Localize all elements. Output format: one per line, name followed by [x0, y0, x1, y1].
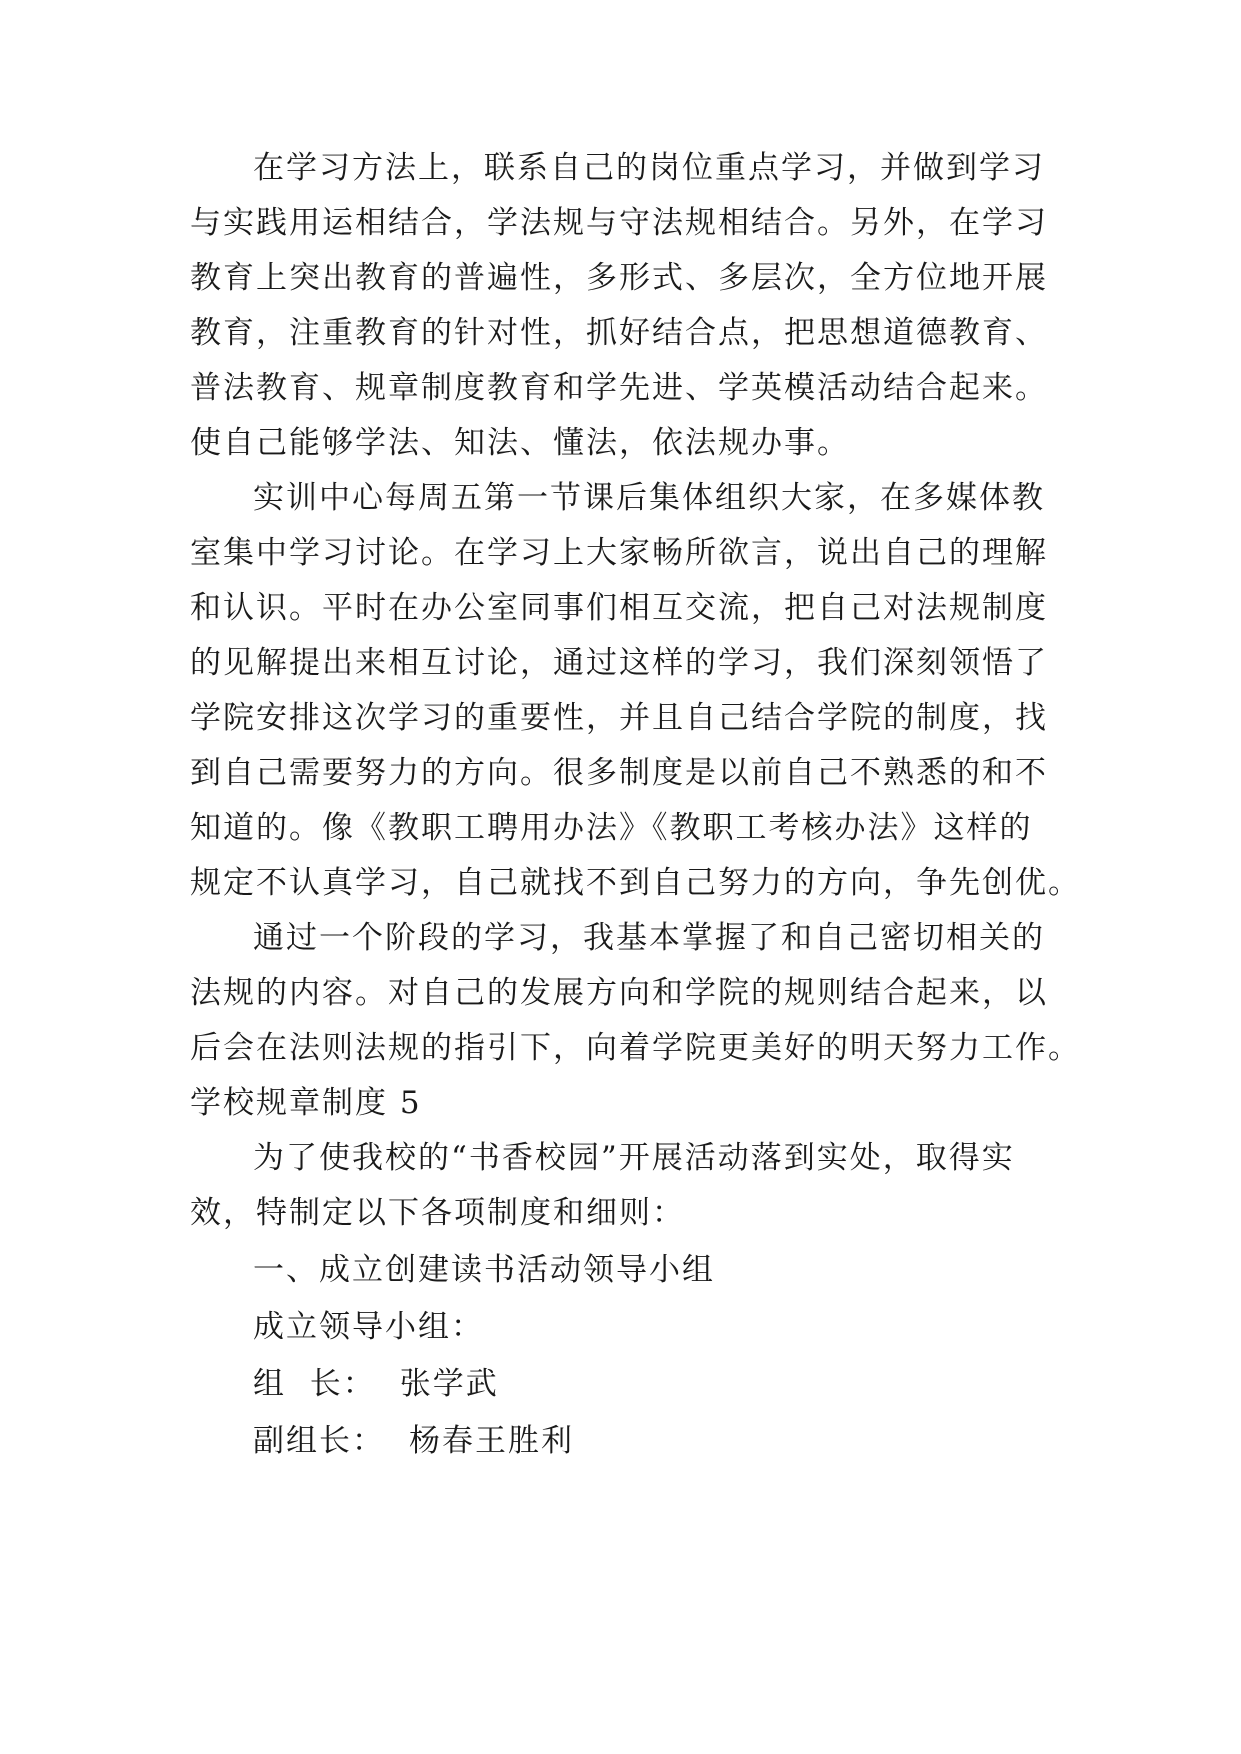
text-line: 规定不认真学习，自己就找不到自己努力的方向，争先创优。 [190, 865, 1081, 901]
deputy-line [253, 1421, 1103, 1461]
text-line: 效，特制定以下各项制度和细则： [190, 1195, 685, 1231]
text-line: 普法教育、规章制度教育和学先进、学英模活动结合起来。 [190, 370, 1048, 406]
text-line: 到自己需要努力的方向。很多制度是以前自己不熟悉的和不 [190, 755, 1048, 791]
subsection-heading: 一、成立创建读书活动领导小组 [253, 1252, 715, 1288]
text-line: 的见解提出来相互讨论，通过这样的学习，我们深刻领悟了 [190, 645, 1048, 681]
text-line: 后会在法则法规的指引下，向着学院更美好的明天努力工作。 [190, 1030, 1081, 1066]
text-line: 成立领导小组： [253, 1309, 484, 1345]
text-line: 为了使我校的“书香校园”开展活动落到实处，取得实 [253, 1140, 1015, 1176]
text-line: 学院安排这次学习的重要性，并且自己结合学院的制度，找 [190, 700, 1048, 736]
text-line: 在学习方法上，联系自己的岗位重点学习，并做到学习 [253, 150, 1045, 186]
leader-label: 组 长： [253, 1366, 376, 1402]
text-line: 教育上突出教育的普遍性，多形式、多层次，全方位地开展 [190, 260, 1048, 296]
text-line: 和认识。平时在办公室同事们相互交流，把自己对法规制度 [190, 590, 1048, 626]
text-line: 实训中心每周五第一节课后集体组织大家，在多媒体教 [253, 480, 1045, 516]
text-line: 知道的。像《教职工聘用办法》《教职工考核办法》这样的 [190, 810, 1033, 846]
text-line: 使自己能够学法、知法、懂法，依法规办事。 [190, 425, 850, 461]
text-line: 法规的内容。对自己的发展方向和学院的规则结合起来，以 [190, 975, 1048, 1011]
text-line: 室集中学习讨论。在学习上大家畅所欲言，说出自己的理解 [190, 535, 1048, 571]
section-heading: 学校规章制度 5 [190, 1085, 422, 1121]
text-line: 与实践用运相结合，学法规与守法规相结合。另外，在学习 [190, 205, 1048, 241]
leader-line [253, 1364, 1103, 1404]
deputy-name: 杨春王胜利 [409, 1423, 574, 1459]
text-line: 通过一个阶段的学习，我基本掌握了和自己密切相关的 [253, 920, 1045, 956]
text-line: 教育，注重教育的针对性，抓好结合点，把思想道德教育、 [190, 315, 1048, 351]
deputy-label: 副组长： [253, 1423, 385, 1459]
leader-name: 张学武 [399, 1366, 499, 1402]
